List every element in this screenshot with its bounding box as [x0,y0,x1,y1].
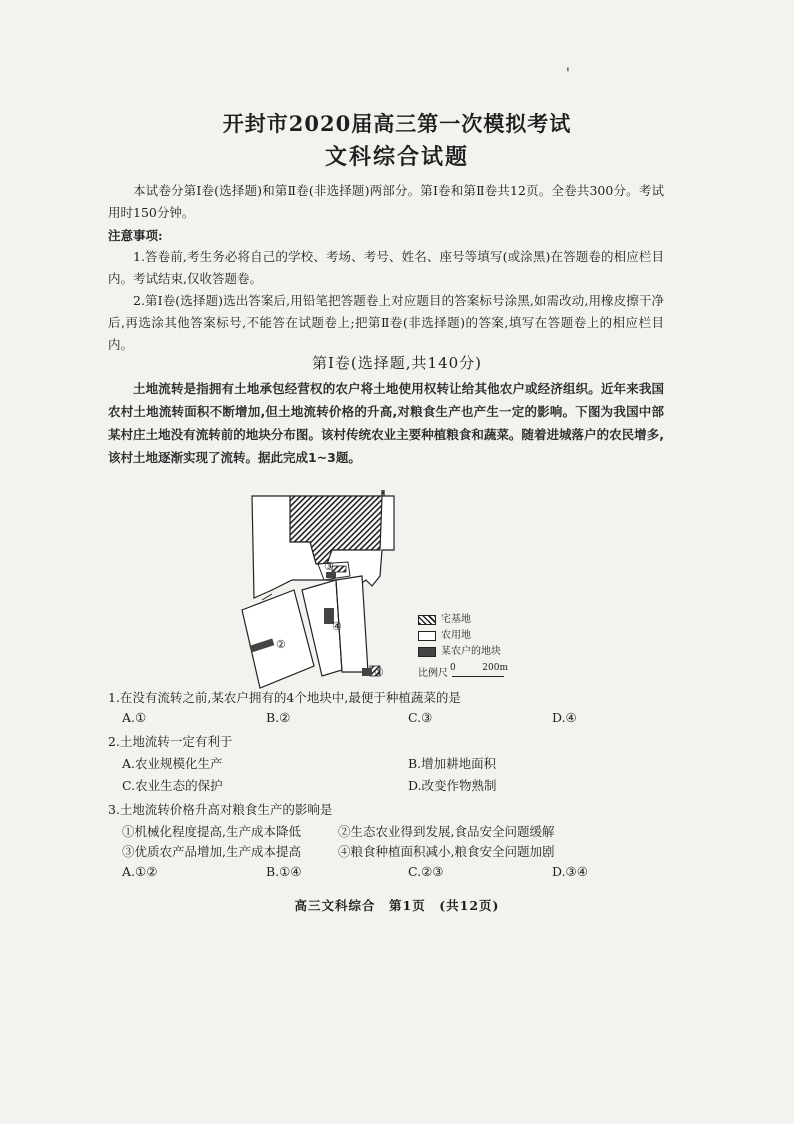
scale-label: 比例尺 [418,668,448,679]
question-3-option-a[interactable]: A.①② [122,864,158,879]
map-scale [418,663,508,679]
exam-title: 开封市2020届高三第一次模拟考试 [222,111,572,136]
section-title: 第Ⅰ卷(选择题,共140分) [311,354,483,372]
question-2-option-c[interactable]: C.农业生态的保护 [122,778,223,793]
question-1-option-c[interactable]: C.③ [408,710,433,725]
question-3-stem: 3.土地流转价格升高对粮食生产的影响是 [108,802,333,817]
question-1-stem: 1.在没有流转之前,某农户拥有的4个地块中,最便于种植蔬菜的是 [108,690,461,705]
question-1-option-d[interactable]: D.④ [552,710,577,725]
notice-item-2: 2.第Ⅰ卷(选择题)选出答案后,用铅笔把答题卷上对应题目的答案标号涂黑,如需改动,用橡皮擦干净后,再选涂其他答案标号,不能答在试题卷上;把第Ⅱ卷(非选择题)的答案,填写在答题卷上的相应栏目内。 [108,293,664,352]
question-1-option-b[interactable]: B.② [266,710,291,725]
plot-label-2: ② [276,638,286,651]
question-2-option-d[interactable]: D.改变作物熟制 [408,778,497,793]
legend-residential [418,612,501,628]
question-3-statement-1: ①机械化程度提高,生产成本降低 [122,824,301,839]
legend-farmland [418,628,501,644]
legend-swatch-white [418,631,436,641]
scale-line [452,676,504,677]
question-3-option-d[interactable]: D.③④ [552,864,588,879]
question-1-option-a[interactable]: A.① [122,710,147,725]
farmer-plot-1 [362,668,372,676]
scale-bar [450,663,508,679]
question-2-option-b[interactable]: B.增加耕地面积 [408,756,497,771]
map-drawing [232,490,522,690]
notice-item-1: 1.答卷前,考生务必将自己的学校、考场、考号、姓名、座号等填写(或涂黑)在答题卷的相应栏目内。考试结束,仅收答题卷。 [108,249,664,286]
plot-label-1: ① [374,666,384,679]
notice-label: 注意事项: [108,228,163,243]
question-3-statement-2: ②生态农业得到发展,食品安全问题缓解 [338,824,555,839]
question-3-statement-4: ④粮食种植面积减小,粮食安全问题加剧 [338,844,555,859]
question-2-option-a[interactable]: A.农业规模化生产 [122,756,223,771]
plot-label-3: ③ [324,560,334,573]
legend-label: 某农户的地块 [441,646,501,657]
plot-label-4: ④ [332,620,342,633]
scale-end: 200m [482,663,508,673]
legend-label: 宅基地 [441,614,471,625]
legend-farmer-plot [418,644,501,660]
map-legend [418,612,501,660]
residential-small-3 [332,566,346,572]
question-2-stem: 2.土地流转一定有利于 [108,734,233,749]
stray-mark: ' [566,66,570,82]
scale-start: 0 [450,663,456,673]
legend-swatch-dark [418,647,436,657]
question-3-option-b[interactable]: B.①④ [266,864,302,879]
question-3-statement-3: ③优质农产品增加,生产成本提高 [122,844,301,859]
question-3-option-c[interactable]: C.②③ [408,864,444,879]
legend-swatch-hatch [418,615,436,625]
page-footer: 高三文科综合 第1页 (共12页) [294,898,500,913]
legend-label: 农用地 [441,630,471,641]
exam-subtitle: 文科综合试题 [324,144,469,170]
land-plot-map [232,490,522,690]
intro-text: 本试卷分第Ⅰ卷(选择题)和第Ⅱ卷(非选择题)两部分。第Ⅰ卷和第Ⅱ卷共12页。全卷共300分。考试用时150分钟。 [108,183,664,220]
material-text: 土地流转是指拥有土地承包经营权的农户将土地使用权转让给其他农户或经济组织。近年来我国农村土地流转面积不断增加,但土地流转价格的升高,对粮食生产也产生一定的影响。下图为我国中部某村庄土地没有流转前的地块分布图。该村传统农业主要种植粮食和蔬菜。随着进城落户的农民增多,该村土地逐渐实现了流转。据此完成1~3题。 [108,381,664,465]
